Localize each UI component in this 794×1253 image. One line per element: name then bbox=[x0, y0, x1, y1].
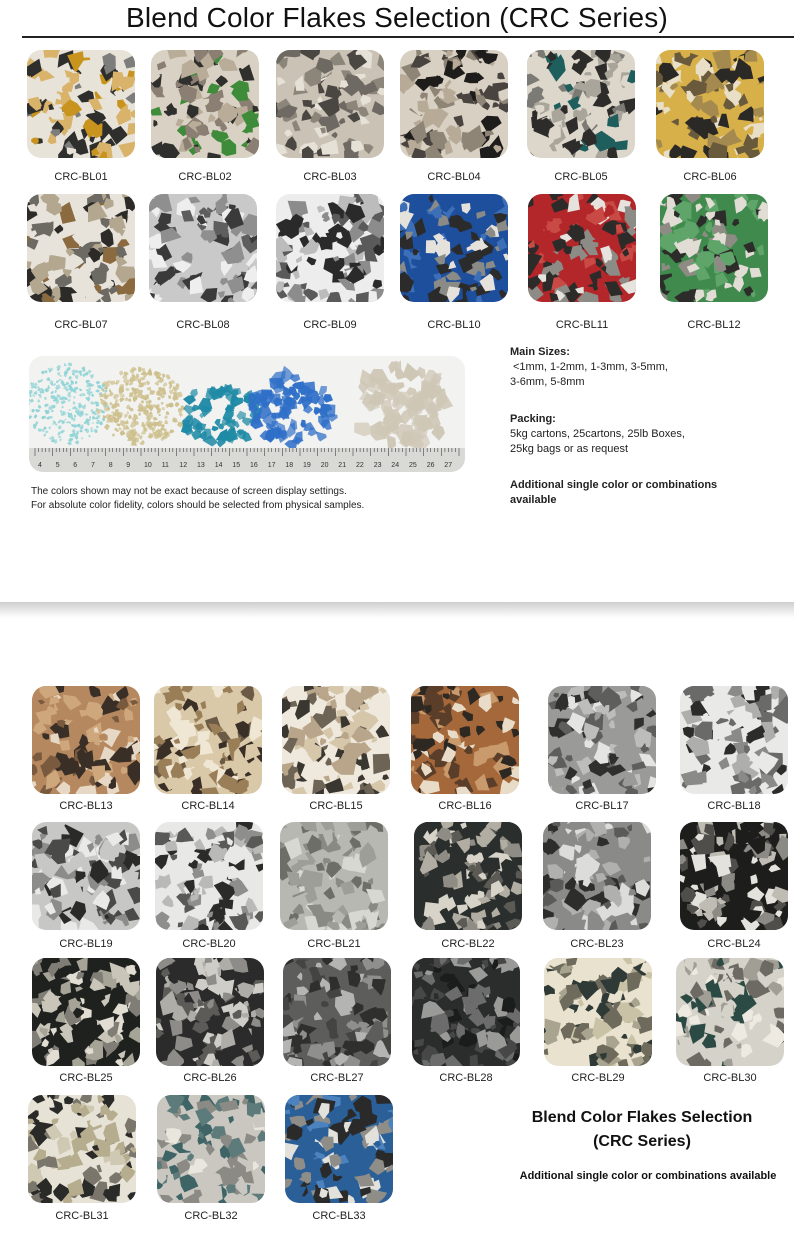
color-swatch-crc-bl22 bbox=[414, 822, 522, 930]
color-swatch-crc-bl07 bbox=[27, 194, 135, 302]
packing-line-2: 25kg bags or as request bbox=[510, 443, 629, 455]
color-swatch-crc-bl09 bbox=[276, 194, 384, 302]
swatch-label: CRC-BL31 bbox=[55, 1210, 109, 1222]
color-swatch-crc-bl18 bbox=[680, 686, 788, 794]
flake-texture bbox=[149, 194, 257, 302]
ruler-number: 26 bbox=[426, 462, 435, 469]
swatch-label: CRC-BL26 bbox=[183, 1072, 237, 1084]
swatch-label: CRC-BL16 bbox=[438, 800, 492, 812]
page-title: Blend Color Flakes Selection (CRC Series) bbox=[126, 2, 668, 33]
color-swatch-crc-bl15 bbox=[282, 686, 390, 794]
swatch-label: CRC-BL28 bbox=[439, 1072, 493, 1084]
flake-texture bbox=[400, 194, 508, 302]
swatch-label: CRC-BL06 bbox=[683, 171, 737, 183]
flake-texture bbox=[548, 686, 656, 794]
flake-texture bbox=[528, 194, 636, 302]
swatch-label: CRC-BL33 bbox=[312, 1210, 366, 1222]
flake-texture bbox=[680, 822, 788, 930]
flake-texture bbox=[276, 50, 384, 158]
color-swatch-crc-bl24 bbox=[680, 822, 788, 930]
flake-texture bbox=[544, 958, 652, 1066]
flake-texture bbox=[656, 50, 764, 158]
flake-texture bbox=[411, 686, 519, 794]
swatch-label: CRC-BL20 bbox=[182, 938, 236, 950]
color-swatch-crc-bl02 bbox=[151, 50, 259, 158]
ruler-number: 24 bbox=[391, 462, 400, 469]
color-swatch-crc-bl19 bbox=[32, 822, 140, 930]
promo-subtitle: Additional single color or combinations available bbox=[519, 1170, 777, 1182]
swatch-label: CRC-BL22 bbox=[441, 938, 495, 950]
swatch-label: CRC-BL04 bbox=[427, 171, 481, 183]
swatch-label: CRC-BL03 bbox=[303, 171, 357, 183]
swatch-label: CRC-BL32 bbox=[184, 1210, 238, 1222]
swatch-label: CRC-BL07 bbox=[54, 319, 108, 331]
color-swatch-crc-bl29 bbox=[544, 958, 652, 1066]
swatch-label: CRC-BL21 bbox=[307, 938, 361, 950]
color-disclaimer bbox=[31, 485, 364, 513]
ruler-number: 22 bbox=[356, 462, 364, 469]
packing-line-1: 5kg cartons, 25cartons, 25lb Boxes, bbox=[510, 428, 685, 440]
flake-texture bbox=[276, 194, 384, 302]
swatch-label: CRC-BL30 bbox=[703, 1072, 757, 1084]
color-swatch-crc-bl23 bbox=[543, 822, 651, 930]
swatch-label: CRC-BL19 bbox=[59, 938, 113, 950]
swatch-label: CRC-BL11 bbox=[555, 319, 609, 331]
swatch-label: CRC-BL23 bbox=[570, 938, 624, 950]
color-swatch-crc-bl10 bbox=[400, 194, 508, 302]
color-swatch-crc-bl33 bbox=[285, 1095, 393, 1203]
main-sizes-line-1: <1mm, 1-2mm, 1-3mm, 3-5mm, bbox=[513, 361, 668, 373]
disclaimer-line-1: The colors shown may not be exact because of screen display settings. bbox=[31, 486, 347, 497]
swatch-label: CRC-BL08 bbox=[176, 319, 230, 331]
ruler-number: 27 bbox=[444, 462, 453, 469]
color-swatch-crc-bl21 bbox=[280, 822, 388, 930]
ruler-number: 23 bbox=[373, 462, 382, 469]
promo-title-line-1: Blend Color Flakes Selection bbox=[531, 1109, 753, 1126]
ruler-number: 6 bbox=[73, 462, 78, 469]
packing-block bbox=[510, 412, 685, 457]
flake-texture bbox=[280, 822, 388, 930]
swatch-label: CRC-BL17 bbox=[575, 800, 629, 812]
flake-texture bbox=[27, 194, 135, 302]
ruler-number: 14 bbox=[214, 462, 223, 469]
ruler-number: 5 bbox=[55, 462, 60, 469]
swatch-label: CRC-BL18 bbox=[707, 800, 761, 812]
color-swatch-crc-bl20 bbox=[155, 822, 263, 930]
flake-texture bbox=[414, 822, 522, 930]
color-swatch-crc-bl28 bbox=[412, 958, 520, 1066]
promo-title-line-2: (CRC Series) bbox=[593, 1133, 691, 1150]
main-sizes-line-2: 3-6mm, 5-8mm bbox=[510, 376, 585, 388]
ruler-number: 4 bbox=[38, 462, 42, 469]
ruler-number: 10 bbox=[144, 462, 152, 469]
color-swatch-crc-bl32 bbox=[157, 1095, 265, 1203]
color-swatch-crc-bl13 bbox=[32, 686, 140, 794]
flake-texture bbox=[400, 50, 508, 158]
flake-texture bbox=[660, 194, 768, 302]
ruler-number: 8 bbox=[108, 462, 113, 469]
color-swatch-crc-bl05 bbox=[527, 50, 635, 158]
color-swatch-crc-bl11 bbox=[528, 194, 636, 302]
flake-texture bbox=[527, 50, 635, 158]
title-underline bbox=[22, 36, 794, 38]
ruler-number: 12 bbox=[179, 462, 188, 469]
swatch-label: CRC-BL15 bbox=[309, 800, 363, 812]
swatch-label: CRC-BL12 bbox=[687, 319, 741, 331]
flake-texture bbox=[676, 958, 784, 1066]
color-swatch-crc-bl31 bbox=[28, 1095, 136, 1203]
ruler-number: 25 bbox=[409, 462, 417, 469]
color-swatch-crc-bl06 bbox=[656, 50, 764, 158]
swatch-label: CRC-BL29 bbox=[571, 1072, 625, 1084]
color-swatch-crc-bl04 bbox=[400, 50, 508, 158]
ruler-number: 15 bbox=[232, 462, 241, 469]
color-swatch-crc-bl03 bbox=[276, 50, 384, 158]
color-swatch-crc-bl14 bbox=[154, 686, 262, 794]
ruler-number: 13 bbox=[197, 462, 205, 469]
ruler-number: 21 bbox=[338, 462, 347, 469]
color-swatch-crc-bl16 bbox=[411, 686, 519, 794]
flake-texture bbox=[680, 686, 788, 794]
swatch-label: CRC-BL13 bbox=[59, 800, 113, 812]
color-swatch-crc-bl30 bbox=[676, 958, 784, 1066]
packing-heading: Packing: bbox=[510, 413, 556, 425]
flake-texture bbox=[32, 822, 140, 930]
flake-texture bbox=[154, 686, 262, 794]
flake-texture bbox=[151, 50, 259, 158]
flake-texture bbox=[155, 822, 263, 930]
color-swatch-crc-bl26 bbox=[156, 958, 264, 1066]
flake-texture bbox=[283, 958, 391, 1066]
disclaimer-line-2: For absolute color fidelity, colors should be selected from physical samples. bbox=[31, 500, 365, 511]
ruler-number: 19 bbox=[303, 462, 311, 469]
ruler-number: 11 bbox=[161, 462, 169, 469]
color-swatch-crc-bl12 bbox=[660, 194, 768, 302]
ruler-number: 17 bbox=[267, 462, 276, 469]
color-swatch-crc-bl25 bbox=[32, 958, 140, 1066]
color-swatch-crc-bl01 bbox=[27, 50, 135, 158]
swatch-label: CRC-BL02 bbox=[178, 171, 232, 183]
color-swatch-crc-bl27 bbox=[283, 958, 391, 1066]
main-sizes-block bbox=[510, 345, 668, 390]
flake-texture bbox=[156, 958, 264, 1066]
color-swatch-crc-bl17 bbox=[548, 686, 656, 794]
flake-sizes-photo bbox=[29, 356, 465, 472]
swatch-label: CRC-BL01 bbox=[54, 171, 108, 183]
promo-title bbox=[508, 1106, 776, 1154]
swatch-label: CRC-BL14 bbox=[181, 800, 235, 812]
swatch-label: CRC-BL09 bbox=[303, 319, 357, 331]
flake-texture bbox=[32, 686, 140, 794]
main-sizes-heading: Main Sizes: bbox=[510, 346, 570, 358]
flake-texture bbox=[412, 958, 520, 1066]
ruler-number: 20 bbox=[320, 462, 329, 469]
swatch-label: CRC-BL24 bbox=[707, 938, 761, 950]
page-divider bbox=[0, 602, 794, 618]
swatch-label: CRC-BL05 bbox=[554, 171, 608, 183]
ruler-number: 16 bbox=[250, 462, 258, 469]
flake-texture bbox=[28, 1095, 136, 1203]
additional-note bbox=[510, 478, 717, 508]
flake-texture bbox=[543, 822, 651, 930]
flake-texture bbox=[282, 686, 390, 794]
ruler-number: 9 bbox=[126, 462, 131, 469]
flake-texture bbox=[285, 1095, 393, 1203]
additional-line-2: available bbox=[510, 494, 557, 506]
flake-texture bbox=[157, 1095, 265, 1203]
flake-texture bbox=[32, 958, 140, 1066]
ruler-number: 18 bbox=[285, 462, 294, 469]
color-swatch-crc-bl08 bbox=[149, 194, 257, 302]
swatch-label: CRC-BL10 bbox=[427, 319, 481, 331]
ruler-number: 7 bbox=[91, 462, 95, 469]
swatch-label: CRC-BL27 bbox=[310, 1072, 364, 1084]
flake-texture bbox=[27, 50, 135, 158]
flake-sizes-illustration bbox=[29, 356, 465, 472]
additional-line-1: Additional single color or combinations bbox=[510, 479, 718, 491]
swatch-label: CRC-BL25 bbox=[59, 1072, 113, 1084]
